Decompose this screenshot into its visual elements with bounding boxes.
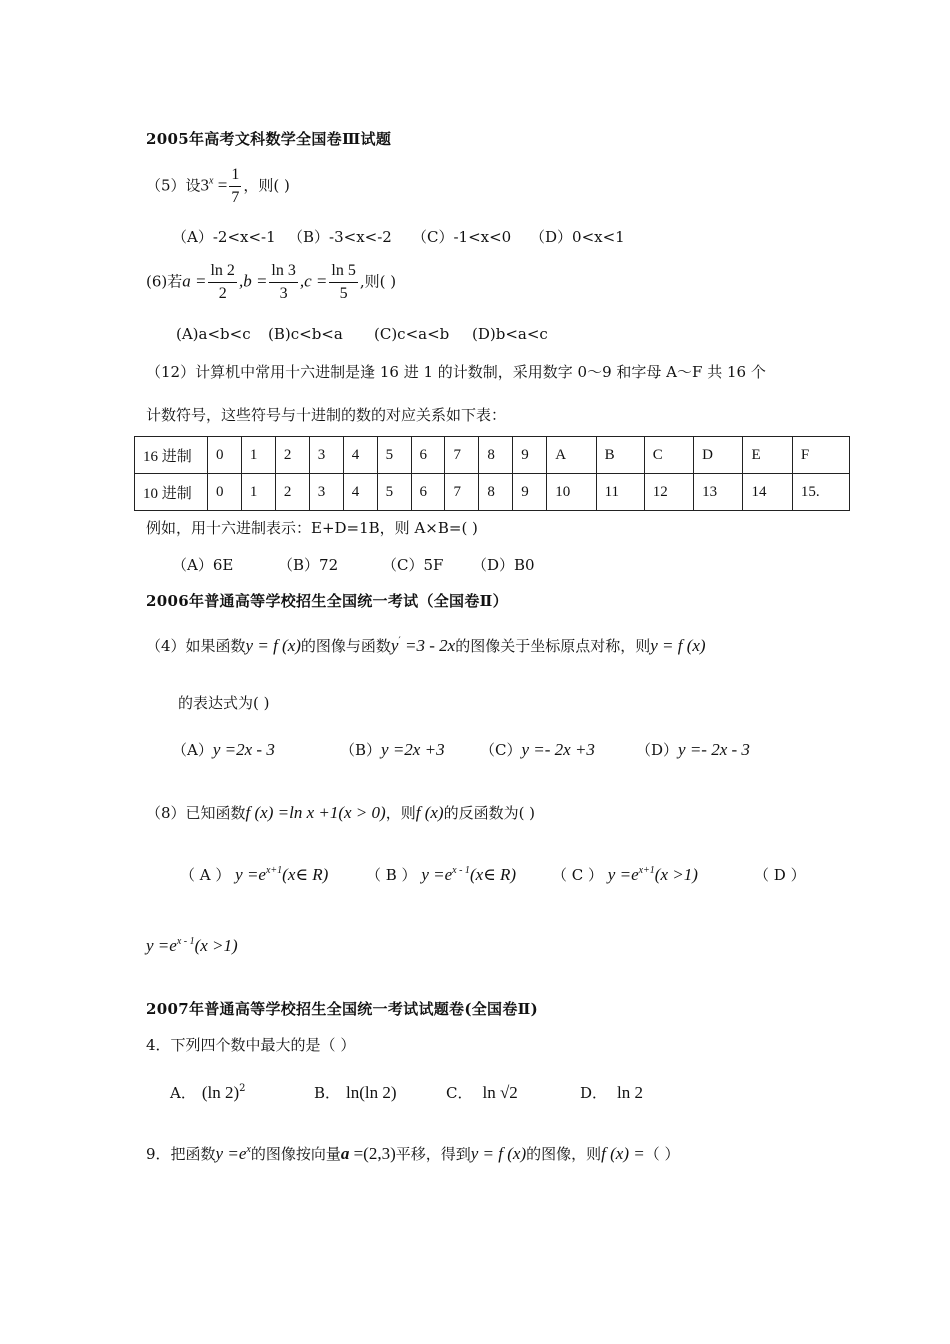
table-cell: 6 [411,474,445,511]
q4-option-d [636,739,750,760]
section-title-2005: 2005年高考文科数学全国卷Ⅲ试题 [146,130,392,148]
option-label: （D） [636,741,679,759]
q5-option-c: （C）-1<x<0 [412,228,512,246]
q12-line-3: 例如，用十六进制表示：E+D=1B，则 A×B=( ) [146,519,478,537]
option-expr: y =2x +3 [381,740,445,759]
option-expr: y =- 2x - 3 [678,740,750,759]
table-cell: 5 [377,474,411,511]
q6-frac-c [329,260,357,305]
table-cell: E [743,437,792,474]
q4-option-c [480,739,595,760]
q4-option-b [340,739,445,760]
table-cell: 16 进制 [135,437,208,474]
q6-frac-a [208,260,236,305]
q6-a-num: ln 2 [208,260,236,283]
q4-prefix: （4）如果函数 [146,637,246,655]
q4-g-y: y [390,636,399,655]
table-cell: 9 [513,437,547,474]
q4-2007-option-d [580,1082,643,1103]
option-exp: x+1 [638,865,655,876]
q6-b-num: ln 3 [269,260,297,283]
table-cell: 4 [343,437,377,474]
table-cell: B [596,437,644,474]
q5-den: 7 [231,189,240,206]
option-expr: y =2x - 3 [212,740,275,759]
q6-frac-b [269,260,297,305]
q9-mid2: 平移，得到 [395,1145,471,1163]
section-title-2006: 2006年普通高等学校招生全国统一考试（全国卷Ⅱ） [146,592,508,610]
q8-fx: f (x) [415,803,444,822]
q5-base: 3 [200,175,210,195]
hex-table [134,436,850,511]
table-cell: F [792,437,849,474]
option-expr: y =- 2x +3 [521,740,595,759]
q6-c-den: 5 [339,285,348,302]
q8-option-b [366,864,516,885]
q9-g: y = f (x) [470,1144,527,1163]
table-cell: C [644,437,693,474]
question-9-2007 [146,1143,679,1164]
q6-option-a: (A)a<b<c [176,325,251,343]
q6-a: a = [182,271,207,291]
table-cell: 12 [644,474,693,511]
table-cell: 1 [241,474,275,511]
q4-g-rest: =3 - 2x [400,636,456,655]
table-cell: 0 [208,474,242,511]
option-cond: (x∈ R) [469,865,517,884]
q8-prefix: （8）已知函数 [146,804,246,822]
option-base: y =e [235,865,266,884]
option-base: y =e [146,936,177,955]
table-cell: 15. [792,474,849,511]
q5-eq: = [213,175,228,195]
q5-exp: x [209,175,214,187]
q6-c-num: ln 5 [329,260,357,283]
question-5 [146,164,290,209]
option-sup: 2 [239,1083,246,1094]
table-cell: 3 [309,474,343,511]
q5-suffix: ，则( ) [243,176,290,195]
table-cell: 10 [547,474,596,511]
option-expr: (ln 2) [201,1083,240,1102]
option-label: B． [314,1084,341,1102]
q5-option-a: （A）-2<x<-1 [172,228,276,246]
table-cell: 13 [694,474,743,511]
q6-c: ,c = [299,271,328,291]
q6-option-d: (D)b<a<c [472,325,548,343]
q8-post: 的反函数为( ) [443,804,536,822]
option-base: y =e [607,865,639,884]
table-cell: 7 [445,474,479,511]
option-cond: (x >1) [654,865,698,884]
table-cell: 2 [275,474,309,511]
option-label: （B） [340,741,382,759]
option-expr: ln(ln 2) [346,1083,397,1102]
q4-mid: 的图像与函数 [300,637,391,655]
q5-num: 1 [229,164,241,187]
q8-mid: ，则 [385,804,416,822]
q4-2007-option-a [170,1082,246,1103]
table-cell: 9 [513,474,547,511]
table-cell: 0 [208,437,242,474]
q6-b-den: 3 [279,285,288,302]
question-8-2006 [146,802,535,823]
q8-option-d [146,936,238,956]
option-label: （C） [480,741,522,759]
q9-vector: a [340,1144,350,1163]
q6-suffix: ,则( ) [359,272,397,291]
option-label: （ C ） [552,866,604,884]
table-cell: A [547,437,596,474]
table-cell: 4 [343,474,377,511]
table-cell: 5 [377,437,411,474]
option-cond: (x >1) [194,936,238,955]
q9-post: （ ） [644,1145,680,1163]
table-row [135,437,850,474]
option-label: C． [446,1084,473,1102]
q9-fx: f (x) = [601,1144,645,1163]
option-expr: ln √2 [482,1083,518,1102]
table-cell: D [694,437,743,474]
q6-b: ,b = [238,271,268,291]
q9-func: y =e [215,1144,247,1163]
option-label: （ A ） [180,866,231,884]
table-cell: 2 [275,437,309,474]
q4-func-1: y = f (x) [245,636,301,655]
q5-prefix: （5）设 [146,176,201,195]
q6-a-den: 2 [218,285,227,302]
q8-option-a [180,864,328,885]
q9-prefix: 9．把函数 [146,1145,216,1163]
q5-fraction [229,164,241,209]
option-exp: x+1 [265,865,283,876]
option-expr: ln 2 [617,1083,644,1102]
table-cell: 11 [596,474,644,511]
table-cell: 1 [241,437,275,474]
table-cell: 6 [411,437,445,474]
table-cell: 7 [445,437,479,474]
q4-option-a [172,739,275,760]
q12-option-a: （A）6E [172,556,234,574]
q4-post: 的图像关于坐标原点对称，则 [455,637,651,655]
option-label: （ B ） [366,866,417,884]
question-6 [146,260,396,305]
q6-prefix: (6)若 [146,272,183,291]
q9-mid3: 的图像，则 [526,1145,602,1163]
option-exp: x - 1 [452,865,470,876]
q12-option-b: （B）72 [278,556,339,574]
option-exp: x - 1 [176,936,195,947]
q8-option-d-label: （ D ） [754,866,806,884]
q9-mid: 的图像按向量 [250,1145,341,1163]
q9-vector-value: =(2,3) [349,1144,396,1163]
q4-line-2: 的表达式为( ) [178,694,270,712]
q4-2007-option-b [314,1082,397,1103]
q4-func-2: y = f (x) [650,636,706,655]
table-cell: 14 [743,474,792,511]
option-base: y =e [421,865,453,884]
option-cond: (x∈ R) [282,865,329,884]
q12-option-c: （C）5F [382,556,444,574]
table-cell: 8 [479,437,513,474]
q6-option-c: (C)c<a<b [374,325,450,343]
q4-g-prime: ′ [398,636,401,647]
table-cell: 10 进制 [135,474,208,511]
q12-option-d: （D）B0 [472,556,535,574]
table-cell: 8 [479,474,513,511]
q6-option-b: (B)c<b<a [268,325,343,343]
question-4-2007: 4．下列四个数中最大的是（ ） [146,1036,356,1054]
section-title-2007: 2007年普通高等学校招生全国统一考试试题卷(全国卷Ⅱ) [146,1000,538,1018]
option-label: A． [170,1084,196,1102]
q5-option-b: （B）-3<x<-2 [288,228,392,246]
q4-2007-option-c [446,1082,518,1103]
q9-exp: x [246,1144,251,1155]
q12-line-2: 计数符号，这些符号与十进制的数的对应关系如下表： [146,406,507,424]
question-4-2006 [146,635,706,656]
q8-func: f (x) =ln x +1(x > 0) [245,803,386,822]
table-cell: 3 [309,437,343,474]
option-label: （A） [172,741,213,759]
table-row [135,474,850,511]
q5-option-d: （D）0<x<1 [530,228,625,246]
q12-line-1: （12）计算机中常用十六进制是逢 16 进 1 的计数制，采用数字 0～9 和字母 A～F 共 16 个 [146,363,766,381]
option-label: D． [580,1084,608,1102]
q8-option-c [552,864,698,885]
